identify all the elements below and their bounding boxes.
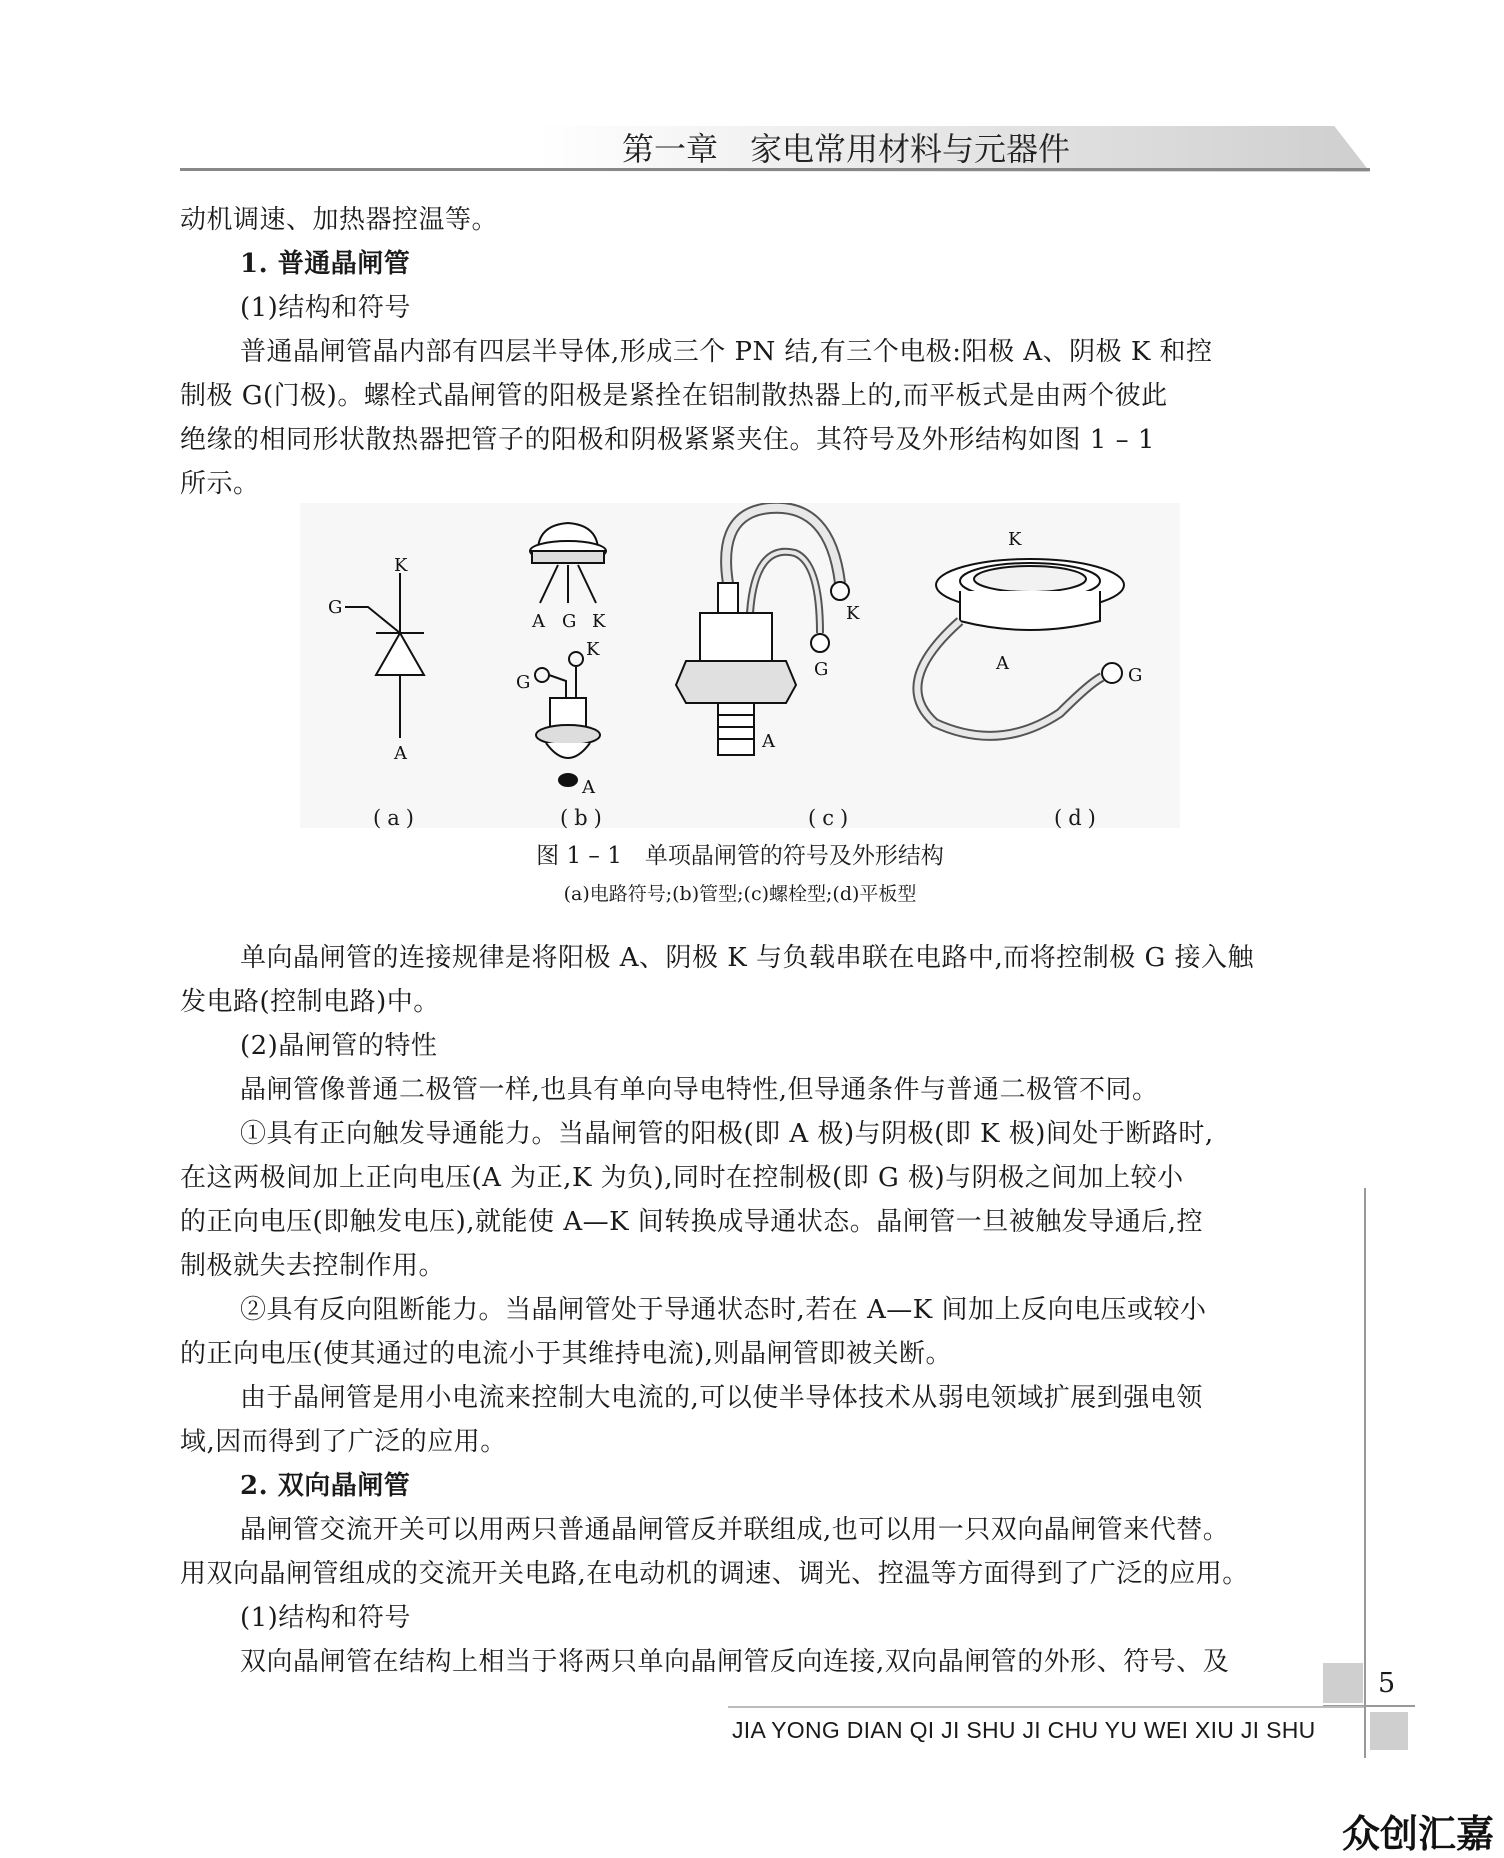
paragraph-line: 由于晶闸管是用小电流来控制大电流的,可以使半导体技术从弱电领域扩展到强电领 [240, 1383, 1203, 1413]
label-a: A [532, 611, 545, 632]
paragraph-line: ①具有正向触发导通能力。当晶闸管的阳极(即 A 极)与阴极(即 K 极)间处于断路时, [240, 1119, 1214, 1149]
label-a: A [762, 731, 775, 752]
figure-subcaption: (a)电路符号;(b)管型;(c)螺栓型;(d)平板型 [563, 883, 917, 905]
paragraph-line: 用双向晶闸管组成的交流开关电路,在电动机的调速、调光、控温等方面得到了广泛的应用。 [180, 1559, 1249, 1589]
label-a: A [582, 777, 595, 798]
paragraph-line: 普通晶闸管晶内部有四层半导体,形成三个 PN 结,有三个电极:阳极 A、阴极 K 和控 [240, 337, 1213, 367]
page-number-box [1370, 1712, 1408, 1750]
paragraph-line: 在这两极间加上正向电压(A 为正,K 为负),同时在控制极(即 G 极)与阴极之间加上较小 [180, 1163, 1184, 1193]
label-g: G [562, 611, 577, 632]
thyristor-symbol-drawing [328, 555, 424, 764]
paragraph-line: ②具有反向阻断能力。当晶闸管处于导通状态时,若在 A—K 间加上反向电压或较小 [240, 1295, 1207, 1325]
paragraph-line: 动机调速、加热器控温等。 [180, 205, 499, 235]
sub-label-a: (a) [373, 806, 420, 830]
paragraph-line: 的正向电压(使其通过的电流小于其维持电流),则晶闸管即被关断。 [180, 1339, 953, 1369]
sub-label-c: (c) [808, 806, 855, 830]
paragraph-line: 制极就失去控制作用。 [180, 1251, 446, 1281]
label-k: K [846, 603, 860, 624]
section-heading: 2. 双向晶闸管 [240, 1471, 411, 1501]
label-k: K [394, 555, 408, 576]
paragraph-line: 双向晶闸管在结构上相当于将两只单向晶闸管反向连接,双向晶闸管的外形、符号、及 [240, 1647, 1230, 1677]
label-g: G [814, 659, 829, 680]
paragraph-line: 制极 G(门极)。螺栓式晶闸管的阳极是紧拴在铝制散热器上的,而平板式是由两个彼此 [180, 381, 1168, 411]
subsection-heading: (2)晶闸管的特性 [240, 1031, 438, 1061]
paragraph-line: 晶闸管像普通二极管一样,也具有单向导电特性,但导通条件与普通二极管不同。 [240, 1075, 1159, 1105]
margin-rule [1364, 1188, 1366, 1758]
paragraph-line: 晶闸管交流开关可以用两只普通晶闸管反并联组成,也可以用一只双向晶闸管来代替。 [240, 1515, 1230, 1545]
figure-caption: 图 1 – 1 单项晶闸管的符号及外形结构 [536, 843, 944, 869]
header-rule [180, 168, 1370, 171]
paragraph-line: 发电路(控制电路)中。 [180, 987, 440, 1017]
paragraph-line: 域,因而得到了广泛的应用。 [180, 1427, 507, 1457]
paragraph-line: 单向晶闸管的连接规律是将阳极 A、阴极 K 与负载串联在电路中,而将控制极 G 接入触 [240, 943, 1255, 973]
page-number: 5 [1378, 1668, 1396, 1699]
sub-label-b: (b) [560, 806, 608, 830]
watermark: 众创汇嘉 [1341, 1812, 1494, 1856]
label-k: K [586, 639, 600, 660]
package-type-drawing [516, 523, 606, 798]
label-a: A [394, 743, 407, 764]
label-k: K [592, 611, 606, 632]
stud-type-drawing [676, 508, 860, 755]
footer-rule [728, 1706, 1364, 1708]
label-g: G [328, 597, 343, 618]
chapter-title: 第一章 家电常用材料与元器件 [622, 130, 1071, 168]
label-k: K [1008, 529, 1022, 550]
label-a: A [996, 653, 1009, 674]
paragraph-line: 的正向电压(即触发电压),就能使 A—K 间转换成导通状态。晶闸管一旦被触发导通后,控 [180, 1207, 1204, 1237]
running-title: JIA YONG DIAN QI JI SHU JI CHU YU WEI XIU JI SHU [732, 1717, 1316, 1743]
paragraph-line: 绝缘的相同形状散热器把管子的阳极和阴极紧紧夹住。其符号及外形结构如图 1 – 1 [180, 425, 1155, 455]
page-number-box [1323, 1663, 1363, 1703]
subsection-heading: (1)结构和符号 [240, 293, 411, 323]
disc-type-drawing [917, 529, 1142, 736]
label-g: G [1128, 665, 1143, 686]
paragraph-line: 所示。 [180, 469, 260, 499]
sub-label-d: (d) [1054, 806, 1102, 830]
subsection-heading: (1)结构和符号 [240, 1603, 411, 1633]
section-heading: 1. 普通晶闸管 [240, 249, 411, 279]
label-g: G [516, 672, 531, 693]
thyristor-figure [300, 503, 1180, 828]
